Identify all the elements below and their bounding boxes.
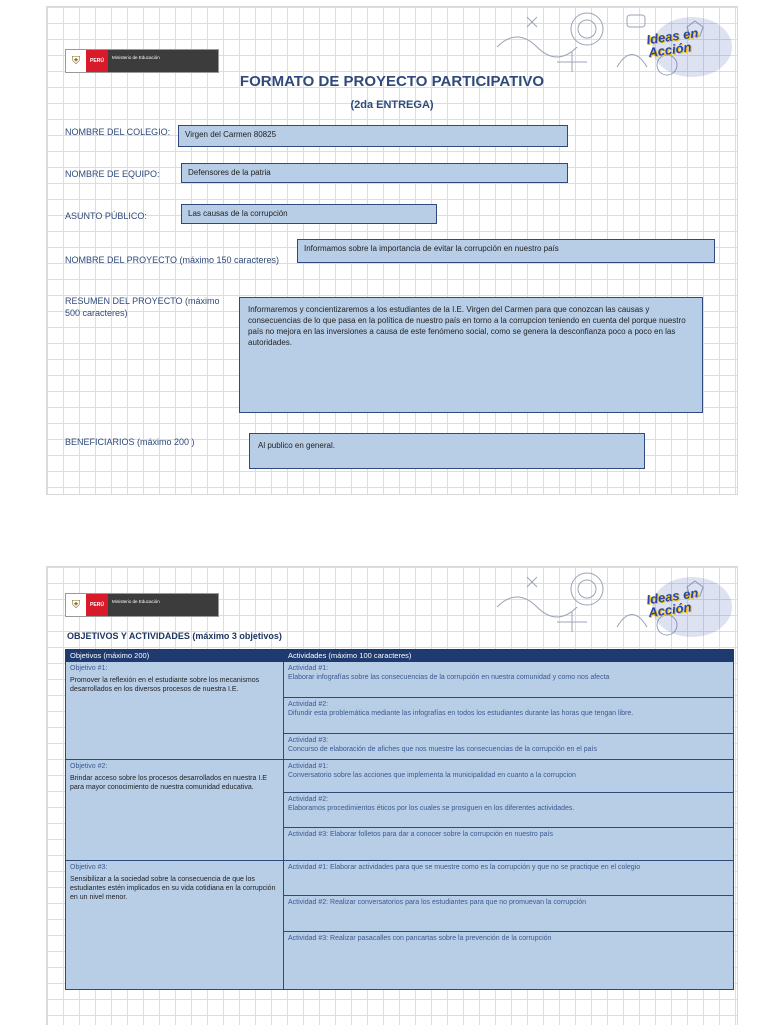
activity-cell[interactable]: [284, 793, 734, 828]
section-title: OBJETIVOS Y ACTIVIDADES (máximo 3 objetivos): [67, 631, 282, 641]
activity-cell[interactable]: [284, 828, 734, 861]
objectives-table: [65, 649, 734, 990]
colegio-label: NOMBRE DEL COLEGIO:: [65, 127, 171, 137]
table-row: [66, 662, 734, 698]
activity-heading: Actividad #1:: [288, 763, 329, 770]
resumen-label: RESUMEN DEL PROYECTO (máximo 500 caracteres): [65, 296, 220, 318]
logo-ministry: Ministerio de Educación: [108, 594, 218, 616]
brand-logo-2: Ideas en Acción: [645, 585, 700, 621]
objective-heading: Objetivo #2:: [70, 763, 108, 770]
minedu-logo: [65, 49, 219, 73]
logo-country: PERÚ: [86, 50, 108, 72]
col-activities-header: Actividades (máximo 100 caracteres): [284, 650, 734, 662]
coat-of-arms-icon: ⛨: [71, 54, 81, 67]
activity-cell[interactable]: [284, 662, 734, 698]
col-objectives-header: Objetivos (máximo 200): [66, 650, 284, 662]
objective-heading: Objetivo #1:: [70, 665, 108, 672]
activity-cell[interactable]: [284, 896, 734, 932]
form-page-1: [46, 6, 738, 495]
activity-text: Elaborar infografías sobre las consecuencias de la corrupción en nuestra comunidad y como nos afecta: [288, 674, 610, 681]
logo-country: PERÚ: [86, 594, 108, 616]
coat-of-arms-icon: ⛨: [71, 598, 81, 611]
colegio-field[interactable]: Virgen del Carmen 80825: [178, 125, 568, 147]
activity-text: Actividad #3: Realizar pasacalles con pancartas sobre la prevención de la corrupción: [288, 935, 552, 942]
proyecto-field[interactable]: Informamos sobre la importancia de evitar la corrupción en nuestro país: [297, 239, 715, 263]
objective-text: Sensibilizar a la sociedad sobre la consecuencia de que los estudiantes estén implicados en su vida cotidiana en la corrupción en un nivel menor.: [70, 876, 276, 901]
activity-heading: Actividad #3:: [288, 737, 329, 744]
beneficiarios-label: BENEFICIARIOS (máximo 200 ): [65, 437, 195, 447]
equipo-label: NOMBRE DE EQUIPO:: [65, 169, 160, 179]
activity-text: Actividad #1: Elaborar actividades para que se muestre como es la corrupción y que no se practique en el colegio: [288, 864, 641, 871]
activity-text: Difundir esta problemática mediante las infografías en todos los estudiantes durante las horas que tengan libre.: [288, 710, 634, 717]
logo-ministry: Ministerio de Educación: [108, 50, 218, 72]
table-row: [66, 760, 734, 793]
objective-heading: Objetivo #3:: [70, 864, 108, 871]
form-page-2: [46, 566, 738, 1025]
activity-cell[interactable]: [284, 861, 734, 896]
asunto-label: ASUNTO PÚBLICO:: [65, 211, 147, 221]
activity-heading: Actividad #1:: [288, 665, 329, 672]
objective-cell[interactable]: [66, 861, 284, 990]
asunto-field[interactable]: Las causas de la corrupción: [181, 204, 437, 224]
objective-text: Promover la reflexión en el estudiante sobre los mecanismos desarrollados en los diversos procesos de nuestra I.E.: [70, 677, 260, 693]
objective-cell[interactable]: [66, 662, 284, 760]
objective-cell[interactable]: [66, 760, 284, 861]
activity-text: Elaboramos procedimientos éticos por los cuales se prosiguen en los diferentes actividades.: [288, 805, 575, 812]
activity-heading: Actividad #2:: [288, 796, 329, 803]
activity-text: Actividad #2: Realizar conversatorios para los estudiantes para que no promuevan la corrupción: [288, 899, 587, 906]
beneficiarios-field[interactable]: Al publico en general.: [249, 433, 645, 469]
activity-cell[interactable]: [284, 932, 734, 990]
activity-cell[interactable]: [284, 760, 734, 793]
equipo-field[interactable]: Defensores de la patria: [181, 163, 568, 183]
activity-cell[interactable]: [284, 698, 734, 734]
page-title: FORMATO DE PROYECTO PARTICIPATIVO: [239, 73, 545, 90]
resumen-field[interactable]: Informaremos y concientizaremos a los estudiantes de la I.E. Virgen del Carmen para que conozcan las causas y consecuencias de lo que pasa en la política de nuestro país en torno a la corrupcion teniendo en cuenta del porque nuestro país no mejora en las inversiones a causa de este fenómeno social, como se genera la desconfianza poco a poco en las autoridades.: [239, 297, 703, 413]
proyecto-label: NOMBRE DEL PROYECTO (máximo 150 caracteres): [65, 255, 280, 265]
activity-text: Concurso de elaboración de afiches que nos muestre las consecuencias de la corrupción en el país: [288, 746, 597, 753]
activity-heading: Actividad #2:: [288, 701, 329, 708]
page-subtitle: (2da ENTREGA): [350, 99, 434, 111]
activity-text: Actividad #3: Elaborar folletos para dar a conocer sobre la corrupción en nuestro país: [288, 831, 553, 838]
minedu-logo-2: [65, 593, 219, 617]
activity-cell[interactable]: [284, 734, 734, 760]
objective-text: Brindar acceso sobre los procesos desarrollados en nuestra I.E para mayor conocimiento de nuestra comunidad educativa.: [70, 775, 267, 791]
activity-text: Conversatorio sobre las acciones que implementa la municipalidad en cuanto a la corrupcion: [288, 772, 576, 779]
table-row: [66, 861, 734, 896]
brand-logo: Ideas en Acción: [645, 25, 700, 61]
